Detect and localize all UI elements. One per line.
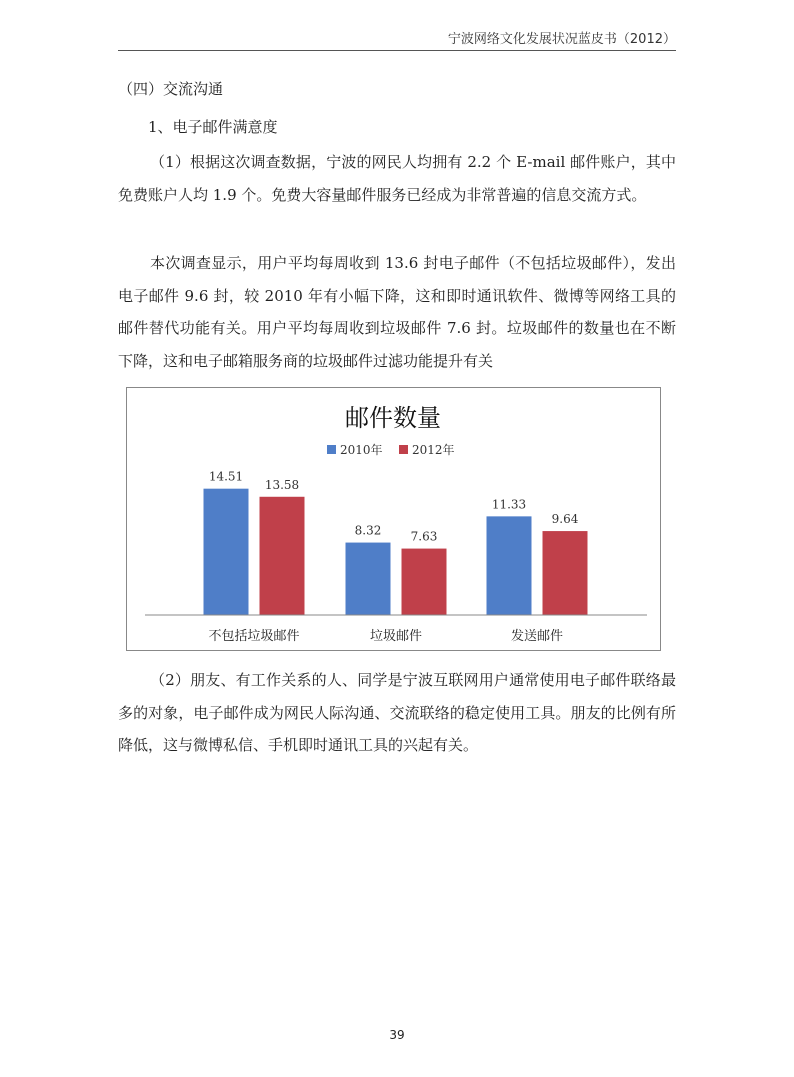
chart-legend <box>327 442 455 457</box>
paragraph-2: 本次调查显示，用户平均每周收到 13.6 封电子邮件（不包括垃圾邮件），发出电子邮件 9.6 封，较 2010 年有小幅下降，这和即时通讯软件、微博等网络工具的邮件替代功能有关。用户平均每周收到垃圾邮件 7.6 封。垃圾邮件的数量也在不断下降，这和电子邮箱服务商的垃圾邮件过滤功能提升有关 <box>118 254 676 370</box>
data-label-2012-1: 7.63 <box>410 529 438 544</box>
legend-label-0: 2010年 <box>340 443 383 457</box>
legend-label-1: 2012年 <box>412 443 455 457</box>
chart-svg <box>127 388 660 650</box>
bar-2012-1 <box>402 549 447 615</box>
page-number: 39 <box>389 1028 405 1042</box>
bar-2012-0 <box>260 497 305 615</box>
legend-swatch-0 <box>327 445 336 454</box>
paragraph-3: （2）朋友、有工作关系的人、同学是宁波互联网用户通常使用电子邮件联络最多的对象，电子邮件成为网民人际沟通、交流联络的稳定使用工具。朋友的比例有所降低，这与微博私信、手机即时通讯工具的兴起有关。 <box>118 671 676 754</box>
bar-2010-0 <box>204 489 249 615</box>
bar-2010-2 <box>487 516 532 615</box>
data-label-2012-0: 13.58 <box>264 477 300 492</box>
paragraph-1: （1）根据这次调查数据，宁波的网民人均拥有 2.2 个 E-mail 邮件账户，其中免费账户人均 1.9 个。免费大容量邮件服务已经成为非常普遍的信息交流方式。 <box>118 153 676 204</box>
x-tick-label-0: 不包括垃圾邮件 <box>208 629 300 644</box>
chart-title: 邮件数量 <box>345 404 441 432</box>
data-label-2010-1: 8.32 <box>354 523 382 538</box>
x-tick-label-1: 垃圾邮件 <box>369 629 423 644</box>
running-header: 宁波网络文化发展状况蓝皮书（2012） <box>118 28 676 51</box>
chart-bars <box>204 470 588 615</box>
legend-swatch-1 <box>399 445 408 454</box>
data-label-2010-2: 11.33 <box>491 497 527 512</box>
section-heading: （四）交流沟通 <box>118 80 224 98</box>
x-axis-labels <box>208 628 563 644</box>
subsection-heading: 1、电子邮件满意度 <box>148 118 278 136</box>
data-label-2012-2: 9.64 <box>551 512 579 527</box>
bar-2012-2 <box>543 531 588 615</box>
data-label-2010-0: 14.51 <box>208 469 244 484</box>
email-count-chart <box>126 387 661 651</box>
bar-2010-1 <box>346 543 391 615</box>
x-tick-label-2: 发送邮件 <box>510 629 564 644</box>
